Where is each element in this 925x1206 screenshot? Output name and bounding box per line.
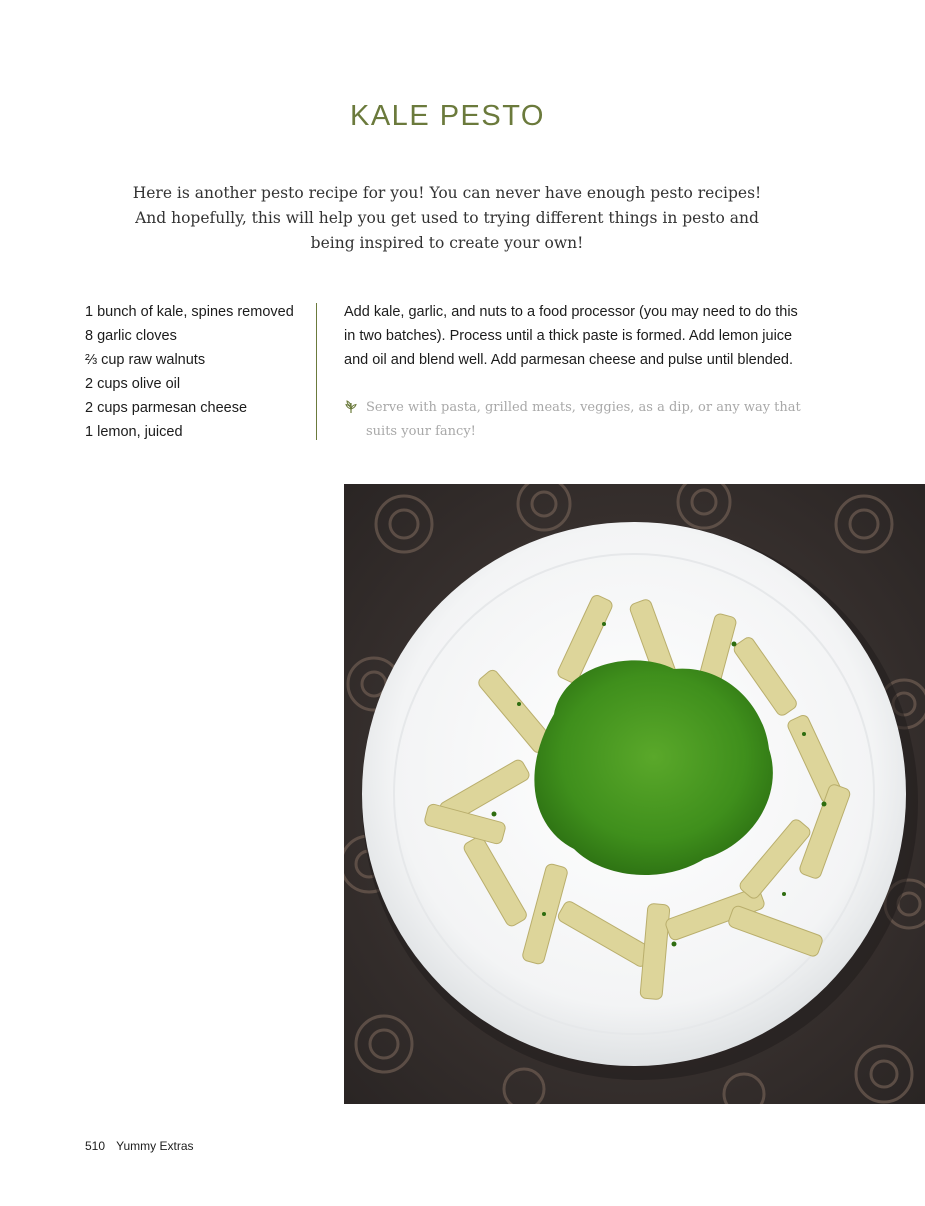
directions-line: in two batches). Process until a thick paste is formed. Add lemon juice: [344, 328, 793, 344]
page-footer: [85, 1139, 194, 1153]
page-number: 510: [85, 1139, 106, 1153]
section-name: Yummy Extras: [116, 1139, 194, 1153]
ingredient-item: ⅔ cup raw walnuts: [85, 352, 206, 368]
intro-line: being inspired to create your own!: [310, 234, 584, 252]
directions-line: and oil and blend well. Add parmesan cheese and pulse until blended.: [344, 352, 794, 368]
column-divider: [316, 303, 317, 440]
pesto-pasta-photo: [344, 484, 925, 1104]
tip-line: suits your fancy!: [366, 424, 476, 439]
ingredient-list: [85, 300, 305, 444]
ingredient-item: 1 lemon, juiced: [85, 424, 183, 440]
recipe-title: KALE PESTO: [350, 100, 545, 132]
ingredient-item: 8 garlic cloves: [85, 328, 177, 344]
recipe-intro: [97, 181, 797, 256]
ingredient-item: 2 cups olive oil: [85, 376, 181, 392]
tip-line: Serve with pasta, grilled meats, veggies, as a dip, or any way that: [366, 400, 801, 415]
directions-line: Add kale, garlic, and nuts to a food processor (you may need to do this: [344, 304, 798, 320]
intro-line: And hopefully, this will help you get used to trying different things in pesto and: [135, 209, 759, 227]
serving-tip: [344, 396, 814, 444]
intro-line: Here is another pesto recipe for you! You can never have enough pesto recipes!: [132, 184, 762, 202]
ingredient-item: 2 cups parmesan cheese: [85, 400, 248, 416]
wheat-leaf-icon: [344, 400, 358, 414]
ingredient-item: 1 bunch of kale, spines removed: [85, 304, 294, 320]
recipe-directions: [344, 300, 814, 372]
